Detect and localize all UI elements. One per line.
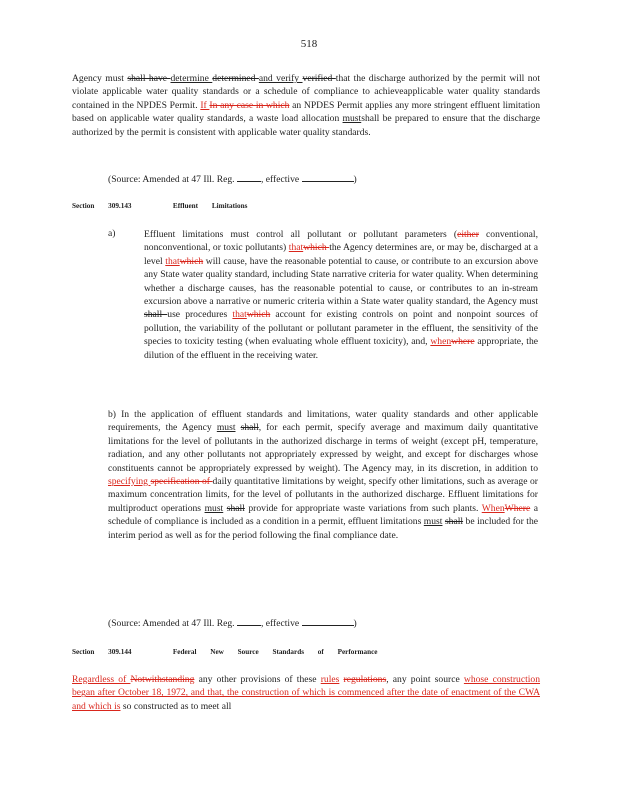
deleted-text: which — [303, 242, 330, 254]
source-text: (Source: Amended at 47 Ill. Reg. — [108, 174, 237, 185]
inserted-text: must — [216, 422, 236, 434]
deleted-text: which — [179, 255, 204, 267]
text-run: so constructed as to meet all — [120, 700, 232, 712]
text-run: Agency must — [72, 73, 128, 84]
blank-line — [237, 172, 261, 182]
text-run: be included for the interim period as well as for the period following the final compliance date. — [108, 516, 538, 541]
text-run: , for each permit, specify average and maximum daily quantitative limitations for the level of pollutants in the authorized discharge in terms of weight (except pH, temperature, radiation, and any other pollutants not appropriately expressed by weight, and except for discharges whose constituents cannot be appropriately expressed by weight). The Agency may, in its discretion, in addition to — [108, 422, 539, 474]
blank-line — [302, 172, 354, 182]
inserted-text: that — [232, 309, 247, 321]
deleted-text: either — [457, 229, 479, 240]
section-title: Effluent Limitations — [172, 202, 248, 210]
source-text: (Source: Amended at 47 Ill. Reg. — [108, 618, 237, 629]
inserted-text: when — [430, 336, 452, 348]
text-run: , any point source — [386, 674, 464, 685]
deleted-text: where — [451, 336, 475, 348]
inserted-text: must — [423, 516, 443, 528]
deleted-text: regulations — [343, 674, 387, 685]
deleted-text: which — [246, 309, 271, 321]
blank-line — [237, 616, 261, 626]
inserted-text: and verify — [258, 73, 303, 84]
source-note — [108, 172, 357, 186]
inserted-text: determine — [170, 73, 213, 84]
deleted-text: determined — [212, 73, 259, 84]
text-run: be prepared to ensure that the discharge authorized by the permit is consistent with applicable water quality standards. — [72, 113, 541, 138]
inserted-text: specifying — [108, 476, 151, 488]
paragraph-a-effluent-limitations — [144, 228, 538, 362]
text-run: any other provisions of these — [194, 674, 321, 685]
paragraph-b-effluent-standards — [108, 408, 538, 542]
deleted-text: shall — [226, 502, 245, 514]
inserted-text: Regardless of — [72, 674, 131, 685]
section-heading — [72, 202, 247, 210]
source-text: ) — [353, 618, 357, 629]
text-run: appropriate, the dilution of the effluent in the receiving water. — [144, 336, 538, 361]
deleted-text: shall have — [127, 73, 171, 84]
source-text: ) — [353, 174, 357, 185]
text-run: use procedures — [167, 309, 233, 321]
deleted-text: Where — [504, 502, 531, 514]
deleted-text: verified — [302, 73, 336, 84]
deleted-text: shall — [144, 309, 168, 321]
text-run: applicable water quality standards contained in the NPDES Permit. — [72, 86, 540, 111]
section-heading — [72, 648, 378, 656]
inserted-text: whose construction began after October 18, 1972, and that, the construction of which is commenced after the date of enactment of the CWA and which is — [72, 674, 541, 712]
text-run: conventional, nonconventional, or toxic pollutants) — [144, 229, 538, 254]
section-number: Section 309.144 — [72, 648, 132, 656]
section-number: Section 309.143 — [72, 202, 132, 210]
text-run: daily quantitative limitations by weight, specify other limitations, such as average or maximum concentration limits, for the level of pollutants in the authorized discharge. Effluent limitations for multiproduct operations — [108, 476, 538, 514]
paragraph-agency-verification — [72, 72, 540, 139]
text-run: provide for appropriate waste variations from such plants. — [244, 502, 482, 514]
text-run: Effluent limitations must control all pollutant or pollutant parameters ( — [144, 229, 458, 240]
inserted-text: If — [200, 99, 210, 111]
inserted-text: that — [288, 242, 304, 254]
blank-line — [302, 616, 354, 626]
deleted-text: shall — [240, 422, 259, 434]
inserted-text: When — [481, 502, 505, 514]
text-run: the Agency determines are, or may be, discharged at a level — [144, 242, 538, 267]
text-run: b) In the application of effluent standards and limitations, water quality standards and other applicable requirements, the Agency — [108, 409, 538, 434]
subsection-label: a) — [108, 228, 116, 239]
deleted-text: Notwithstanding — [130, 674, 195, 685]
source-text: , effective — [260, 174, 302, 185]
text-run: a schedule of compliance is included as a condition in a permit, effluent limitations — [108, 502, 538, 528]
page-number: 518 — [300, 38, 318, 50]
inserted-text: must — [204, 502, 224, 514]
text-run: shall — [361, 113, 380, 125]
text-run: account for existing controls on point and nonpoint sources of pollution, the variability of the pollutant or pollutant parameter in the effluent, the sensitivity of the species to toxicity testing (when evaluating whole effluent toxicity), and, — [144, 309, 538, 348]
inserted-text: must — [342, 113, 362, 125]
inserted-text: that — [165, 255, 180, 267]
text-run: that the discharge authorized by the permit will not violate applicable water quality standards or a schedule of compliance to achieve — [72, 73, 540, 98]
deleted-text: specification of — [150, 476, 213, 488]
inserted-text: rules — [320, 674, 340, 685]
source-text: , effective — [260, 618, 302, 629]
text-run: will cause, have the reasonable potential to cause, or contribute to an excursion above any State water quality standard, including State narrative criteria for water quality. When determining whether a discharge causes, has the reasonable potential to cause, or contributes to an in-stream excursion above a narrative or numeric criteria within a State water quality standard, the Agency must — [144, 255, 538, 308]
deleted-text: shall — [444, 516, 464, 528]
source-note — [108, 616, 357, 630]
section-title: Federal New Source Standards of Performance — [172, 648, 378, 656]
paragraph-new-source-standards — [72, 673, 540, 713]
deleted-text: In any case in which — [209, 99, 290, 111]
text-run: an NPDES Permit applies any more stringent effluent limitation based on applicable water quality standards, a waste load allocation — [72, 99, 540, 125]
